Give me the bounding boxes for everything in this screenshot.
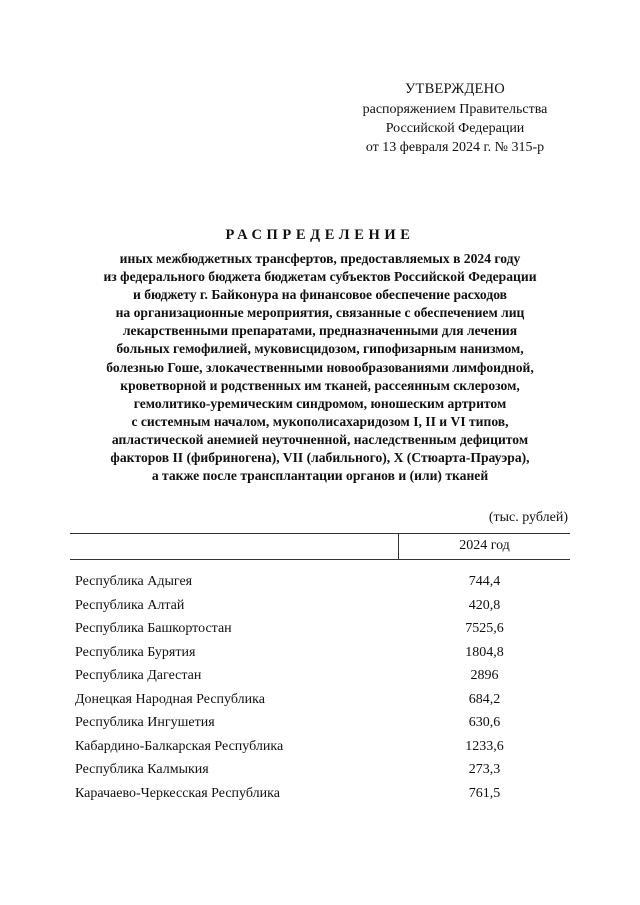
- region-name: Карачаево-Черкесская Республика: [75, 785, 280, 801]
- approval-line: от 13 февраля 2024 г. № 315-р: [365, 140, 545, 155]
- table-row: [75, 643, 570, 667]
- approval-line: Российской Федерации: [385, 121, 525, 136]
- document-title: РАСПРЕДЕЛЕНИЕ: [225, 227, 415, 243]
- table-row: [75, 784, 570, 808]
- subtitle-line: кроветворной и родственных им тканей, рассеянным склерозом,: [120, 377, 520, 393]
- subtitle-line: лекарственными препаратами, предназначенными для лечения: [122, 323, 518, 339]
- table-row: [75, 619, 570, 643]
- region-value: 761,5: [468, 785, 501, 801]
- subtitle-line: с системным началом, мукополисахаридозом I, II и VI типов,: [131, 413, 509, 429]
- subtitle-line: факторов II (фибриногена), VII (лабильного), X (Стюарта-Прауэра),: [110, 450, 530, 466]
- region-name: Республика Алтай: [75, 597, 185, 613]
- region-name: Республика Дагестан: [75, 668, 202, 683]
- table-header: [70, 533, 570, 560]
- column-header-year: 2024 год: [459, 538, 510, 553]
- region-value: 1804,8: [465, 644, 504, 660]
- units-label: (тыс. рублей): [488, 510, 568, 525]
- region-value: 7525,6: [465, 621, 504, 636]
- table-row: [75, 666, 570, 690]
- region-value: 1233,6: [465, 738, 504, 754]
- region-value: 630,6: [468, 715, 501, 730]
- table-row: [75, 572, 570, 596]
- region-value: 420,8: [468, 597, 501, 613]
- table-row: [75, 737, 570, 761]
- subtitle-line: болезнью Гоше, злокачественными новообразованиями лимфоидной,: [106, 359, 534, 375]
- region-name: Кабардино-Балкарская Республика: [75, 738, 284, 754]
- region-name: Республика Бурятия: [75, 644, 196, 660]
- table-row: [75, 596, 570, 620]
- region-value: 684,2: [468, 691, 501, 707]
- subtitle-line: а также после трансплантации органов и (или) тканей: [151, 468, 489, 484]
- subtitle-line: из федерального бюджета бюджетам субъектов Российской Федерации: [103, 269, 537, 285]
- table-body: [75, 572, 570, 807]
- region-value: 273,3: [468, 762, 501, 777]
- subtitle-line: на организационные мероприятия, связанные с обеспечением лиц: [115, 305, 525, 321]
- region-value: 2896: [470, 668, 499, 683]
- table-row: [75, 760, 570, 784]
- region-name: Донецкая Народная Республика: [75, 691, 265, 707]
- subtitle-line: гемолитико-уремическим синдромом, юношеским артритом: [133, 395, 507, 411]
- region-value: 744,4: [468, 574, 501, 589]
- region-name: Республика Башкортостан: [75, 621, 232, 636]
- approval-heading: УТВЕРЖДЕНО: [405, 81, 505, 97]
- table-row: [75, 690, 570, 714]
- subtitle-line: больных гемофилией, муковисцидозом, гипофизарным нанизмом,: [116, 341, 524, 357]
- region-name: Республика Адыгея: [75, 574, 193, 589]
- document-subtitle: [40, 250, 600, 485]
- subtitle-line: иных межбюджетных трансфертов, предоставляемых в 2024 году: [119, 251, 521, 266]
- region-name: Республика Калмыкия: [75, 762, 209, 777]
- subtitle-line: апластической анемией неуточненной, наследственным дефицитом: [111, 431, 529, 447]
- approval-block: [330, 80, 580, 157]
- table-row: [75, 713, 570, 737]
- region-name: Республика Ингушетия: [75, 715, 215, 730]
- subtitle-line: и бюджету г. Байконура на финансовое обеспечение расходов: [132, 287, 508, 303]
- approval-line: распоряжением Правительства: [362, 102, 548, 117]
